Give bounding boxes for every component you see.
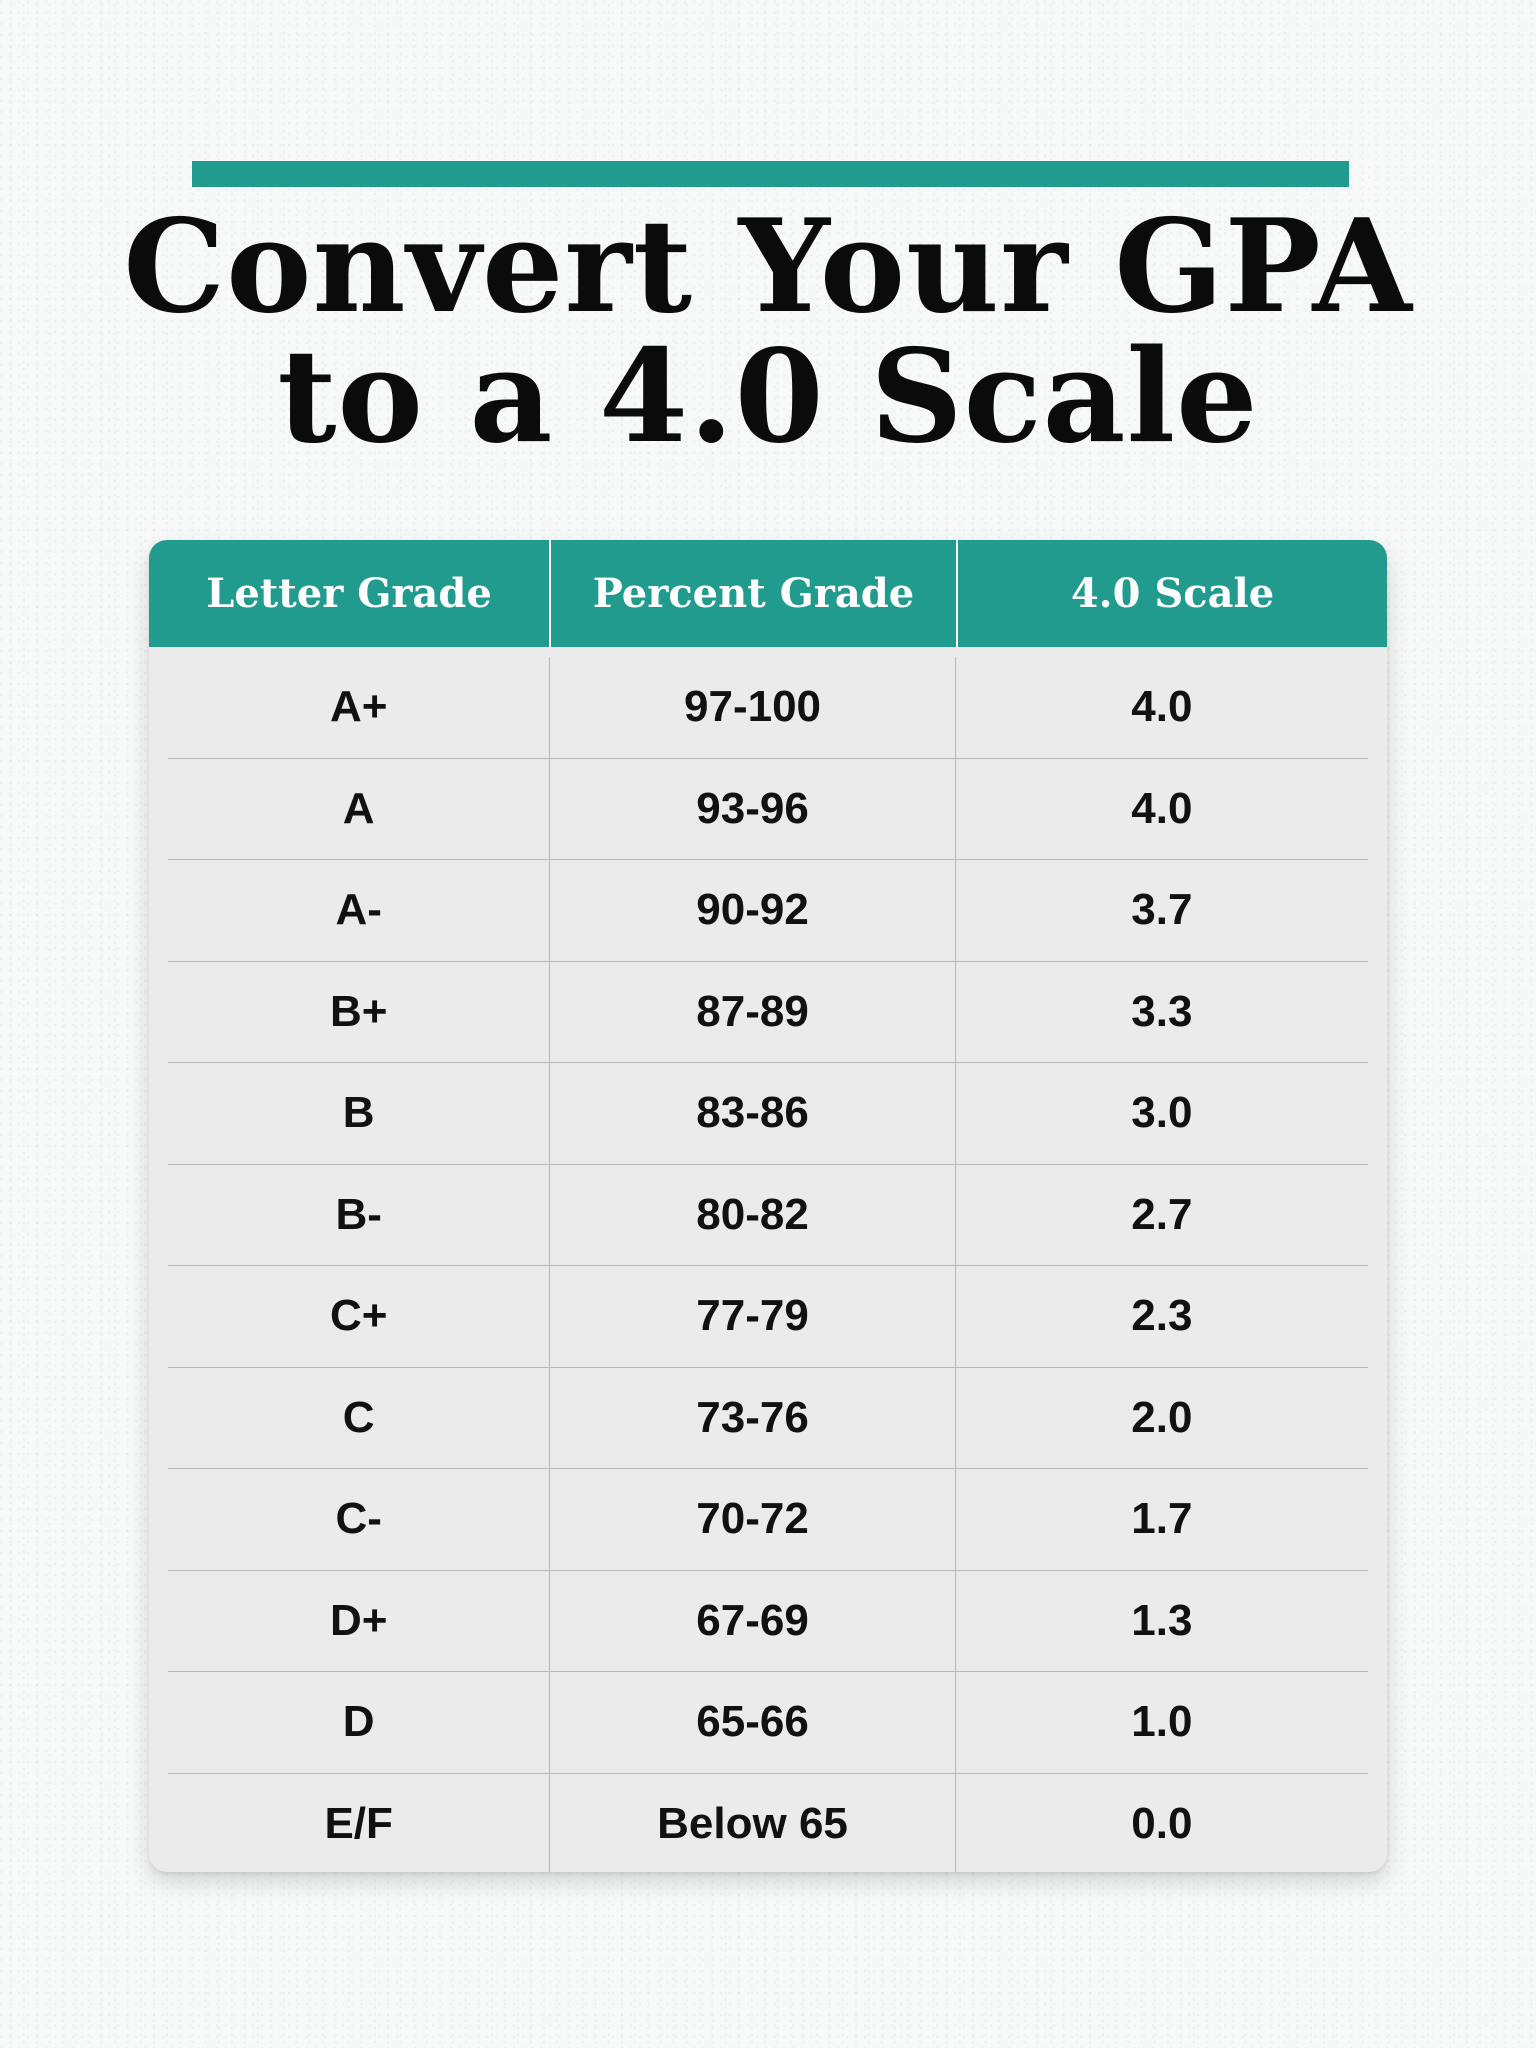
column-header-percent-grade: Percent Grade xyxy=(551,540,956,647)
letter-grade-cell: A xyxy=(168,759,550,860)
table-row xyxy=(168,1368,1368,1470)
letter-grade-cell: A- xyxy=(168,860,550,961)
column-header-4-scale: 4.0 Scale xyxy=(958,540,1387,647)
table-body xyxy=(168,657,1368,1872)
table-row xyxy=(168,860,1368,962)
letter-grade-cell: C- xyxy=(168,1469,550,1570)
percent-grade-cell: 87-89 xyxy=(550,962,955,1063)
table-row xyxy=(168,1672,1368,1774)
percent-grade-cell: 65-66 xyxy=(550,1672,955,1773)
table-row xyxy=(168,1571,1368,1673)
scale-value-cell: 1.3 xyxy=(1131,1595,1193,1645)
table-row xyxy=(168,1469,1368,1571)
letter-grade-cell: E/F xyxy=(168,1774,550,1873)
table-row xyxy=(168,1774,1368,1873)
table-row xyxy=(168,759,1368,861)
table-header-row xyxy=(149,540,1387,647)
scale-value-cell: 4.0 xyxy=(1131,783,1193,833)
letter-grade-cell: C+ xyxy=(168,1266,550,1367)
page-title-line-1: Convert Your GPA xyxy=(123,192,1413,342)
scale-value-cell: 2.3 xyxy=(1131,1291,1193,1341)
letter-grade-cell: D xyxy=(168,1672,550,1773)
percent-grade-cell: 90-92 xyxy=(550,860,955,961)
percent-grade-cell: 93-96 xyxy=(550,759,955,860)
letter-grade-cell: B xyxy=(168,1063,550,1164)
scale-value-cell: 2.7 xyxy=(1131,1189,1193,1239)
scale-value-cell: 3.7 xyxy=(1131,885,1193,935)
page-title-line-2: to a 4.0 Scale xyxy=(277,322,1259,472)
percent-grade-cell: 67-69 xyxy=(550,1571,955,1672)
percent-grade-cell: 97-100 xyxy=(550,657,955,758)
letter-grade-cell: B- xyxy=(168,1165,550,1266)
scale-value-cell: 0.0 xyxy=(1131,1799,1193,1849)
percent-grade-cell: 80-82 xyxy=(550,1165,955,1266)
table-row xyxy=(168,1165,1368,1267)
scale-value-cell: 1.7 xyxy=(1131,1494,1193,1544)
gpa-conversion-table xyxy=(149,540,1387,1872)
scale-value-cell: 4.0 xyxy=(1131,682,1193,732)
title-accent-bar xyxy=(192,161,1349,187)
scale-value-cell: 3.3 xyxy=(1131,986,1193,1036)
letter-grade-cell: A+ xyxy=(168,657,550,758)
table-row xyxy=(168,962,1368,1064)
letter-grade-cell: B+ xyxy=(168,962,550,1063)
percent-grade-cell: 73-76 xyxy=(550,1368,955,1469)
percent-grade-cell: 77-79 xyxy=(550,1266,955,1367)
scale-value-cell: 2.0 xyxy=(1131,1392,1193,1442)
percent-grade-cell: 70-72 xyxy=(550,1469,955,1570)
table-row xyxy=(168,657,1368,759)
column-header-letter-grade: Letter Grade xyxy=(149,540,549,647)
scale-value-cell: 1.0 xyxy=(1131,1697,1193,1747)
scale-value-cell: 3.0 xyxy=(1131,1088,1193,1138)
percent-grade-cell: 83-86 xyxy=(550,1063,955,1164)
table-row xyxy=(168,1063,1368,1165)
table-row xyxy=(168,1266,1368,1368)
percent-grade-cell: Below 65 xyxy=(550,1774,955,1873)
letter-grade-cell: D+ xyxy=(168,1571,550,1672)
letter-grade-cell: C xyxy=(168,1368,550,1469)
